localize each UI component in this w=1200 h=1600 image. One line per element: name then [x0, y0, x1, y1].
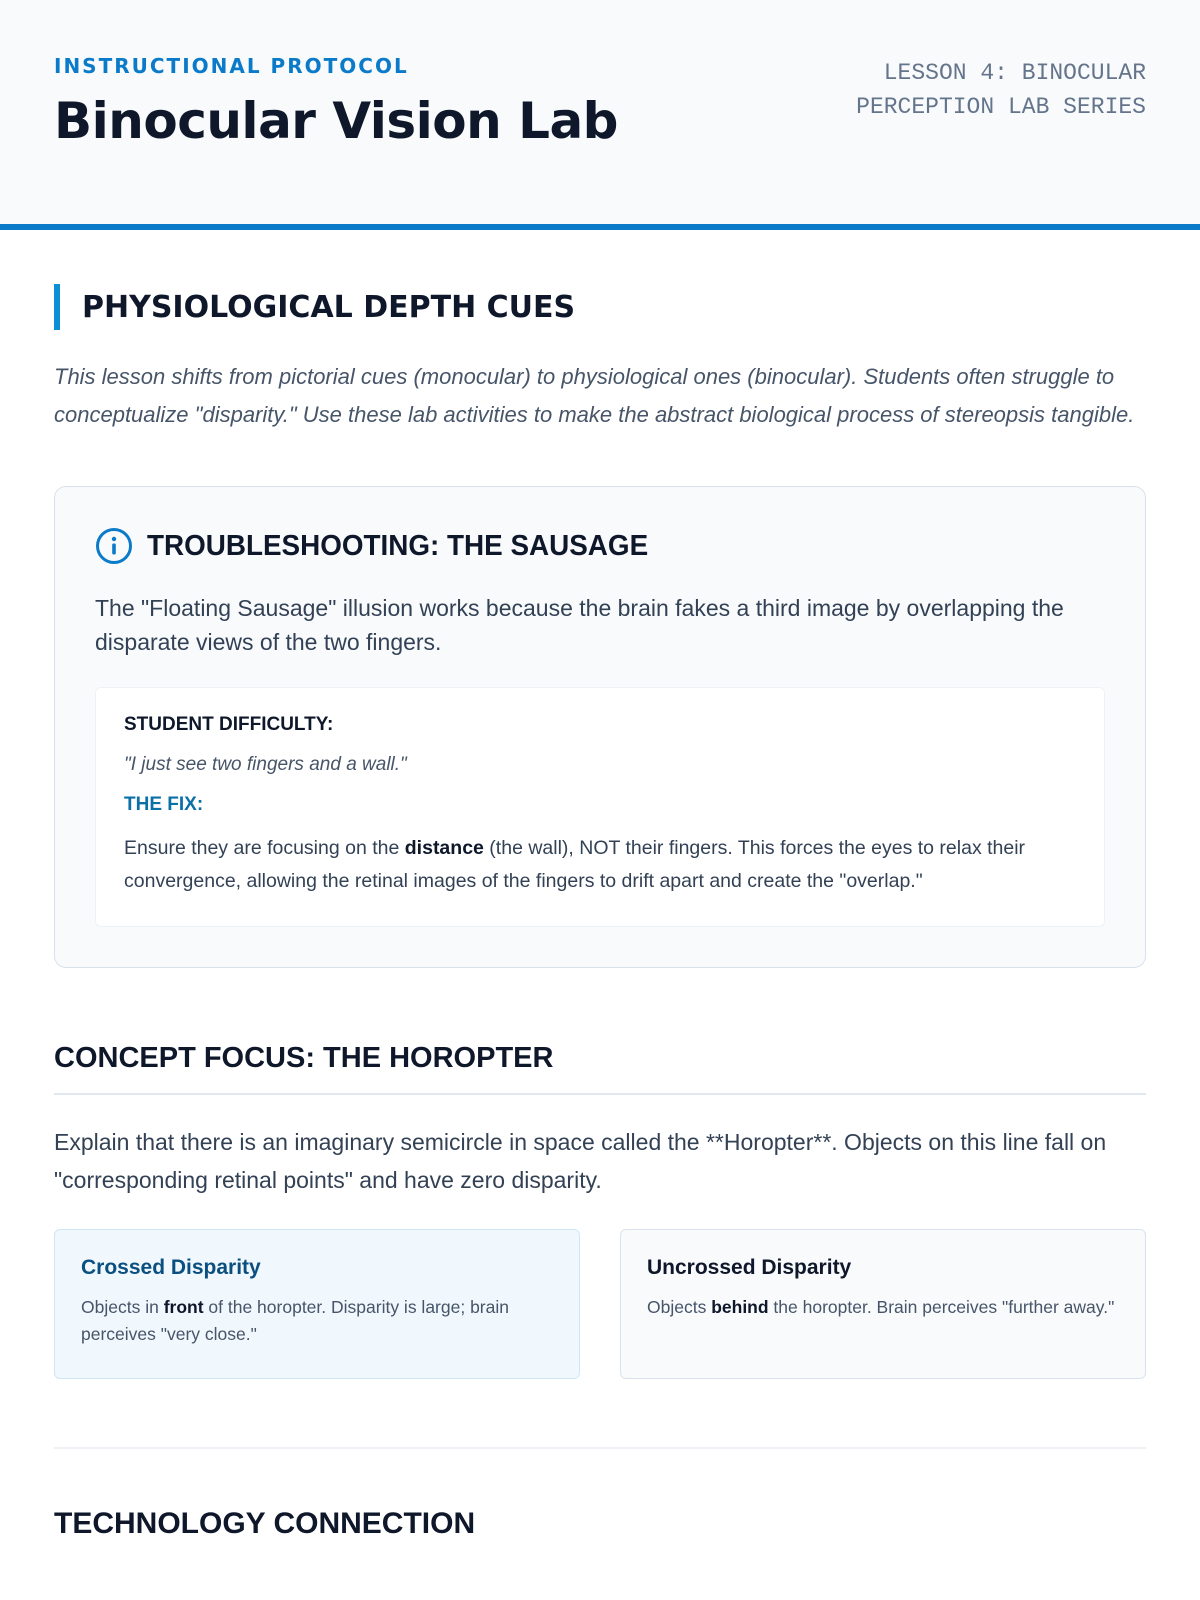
info-icon	[95, 527, 133, 565]
section-title: PHYSIOLOGICAL DEPTH CUES	[82, 289, 576, 325]
callout-text: The "Floating Sausage" illusion works because the brain fakes a third image by overlapping the disparate views of the two fingers.	[95, 595, 1064, 655]
fix-text-before: Ensure they are focusing on the	[124, 837, 405, 859]
crossed-disparity-card	[54, 1229, 580, 1379]
crossed-card-title: Crossed Disparity	[81, 1256, 261, 1279]
fix-text-after: (the wall), NOT their fingers. This forces the eyes to relax their convergence, allowing the retinal images of the fingers to drift apart and create the "overlap."	[124, 837, 1026, 892]
uncrossed-card-title: Uncrossed Disparity	[647, 1256, 852, 1279]
callout-title: TROUBLESHOOTING: THE SAUSAGE	[147, 529, 649, 562]
uncrossed-text-bold: behind	[711, 1297, 769, 1317]
uncrossed-text-after: the horopter. Brain perceives "further away."	[768, 1297, 1115, 1317]
crossed-text-bold: front	[163, 1297, 204, 1317]
section-intro: This lesson shifts from pictorial cues (monocular) to physiological ones (binocular). Students often struggle to conceptualize "disparity." Use these lab activities to make the abstract biological process of stereopsis tangible.	[54, 364, 1135, 427]
section-heading	[54, 284, 1146, 330]
uncrossed-text-before: Objects	[647, 1297, 712, 1317]
crossed-card-text	[81, 1294, 553, 1348]
lesson-meta: LESSON 4: BINOCULAR PERCEPTION LAB SERIES	[856, 60, 1146, 120]
crossed-text-after: of the horopter. Disparity is large; brain perceives "very close."	[81, 1297, 509, 1344]
fix-text-bold: distance	[404, 837, 484, 859]
fix-label: THE FIX:	[124, 794, 204, 815]
difficulty-label: STUDENT DIFFICULTY:	[124, 714, 334, 735]
fix-text	[124, 832, 1076, 898]
crossed-text-before: Objects in	[81, 1297, 164, 1317]
concept-text: Explain that there is an imaginary semicircle in space called the **Horopter**. Objects on this line fall on "corresponding retinal points" and have zero disparity.	[54, 1129, 1107, 1193]
main-content	[0, 284, 1200, 1541]
uncrossed-disparity-card	[620, 1229, 1146, 1379]
concept-title: CONCEPT FOCUS: THE HOROPTER	[54, 1042, 1146, 1095]
header-eyebrow: INSTRUCTIONAL PROTOCOL	[54, 54, 409, 78]
disparity-cards	[54, 1229, 1146, 1379]
page-title: Binocular Vision Lab	[54, 92, 618, 150]
difficulty-quote: "I just see two fingers and a wall."	[124, 754, 407, 775]
uncrossed-card-text	[647, 1294, 1119, 1321]
technology-title: TECHNOLOGY CONNECTION	[54, 1507, 476, 1540]
page-header	[0, 0, 1200, 230]
troubleshooting-callout	[54, 486, 1146, 968]
section-divider	[54, 1447, 1146, 1449]
difficulty-card	[95, 687, 1105, 927]
callout-header	[95, 527, 1105, 565]
